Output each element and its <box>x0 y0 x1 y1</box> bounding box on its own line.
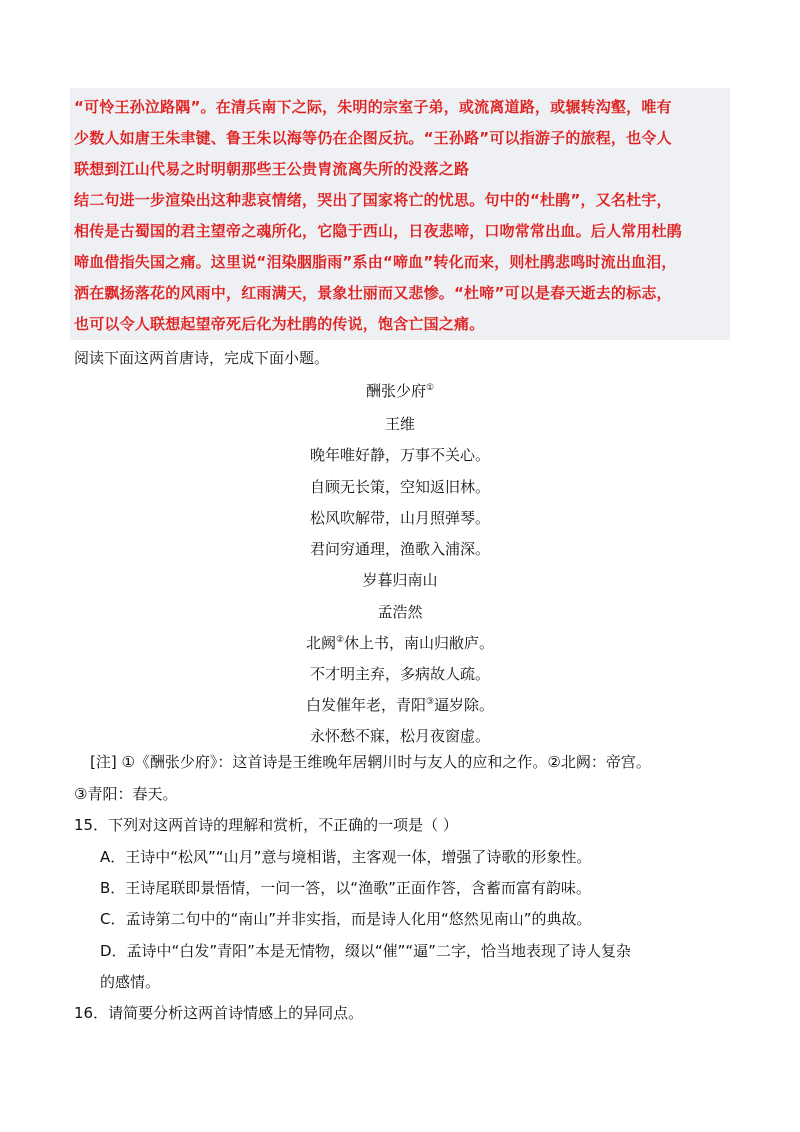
poem1-line: 君问穷通理，渔歌入浦深。 <box>309 540 490 558</box>
question-15-option-c: C．孟诗第二句中的“南山”并非实指，而是诗人化用“悠然见南山”的典故。 <box>100 910 592 928</box>
poem2-line: 永怀愁不寐，松月夜窗虚。 <box>309 727 490 745</box>
question-15-option-d-continued: 的感情。 <box>100 973 161 991</box>
poem2-line: 白发催年老，青阳③逼岁除。 <box>305 696 495 714</box>
footnote-marker: ① <box>425 383 435 393</box>
poem2-line: 不才明主弃，多病故人疏。 <box>309 665 490 683</box>
annotation-note: ③青阳：春天。 <box>74 785 178 803</box>
answer-line: 啼血借指失国之痛。这里说“泪染胭脂雨”系由“啼血”转化而来，则杜鹃悲鸣时流出血泪， <box>74 253 677 271</box>
answer-line: 也可以令人联想起望帝死后化为杜鹃的传说，饱含亡国之痛。 <box>74 315 485 333</box>
poem1-line: 自顾无长策，空知返旧林。 <box>309 478 490 496</box>
question-15-option-b: B．王诗尾联即景悟情，一问一答，以“渔歌”正面作答，含蓄而富有韵味。 <box>100 879 591 897</box>
answer-line: 洒在飘扬落花的风雨中，红雨满天，景象壮丽而又悲惨。“杜啼”可以是春天逝去的标志， <box>74 284 672 302</box>
question-15-option-a: A．王诗中“松风”“山月”意与境相谐，主客观一体，增强了诗歌的形象性。 <box>100 848 592 866</box>
poem1-title: 酬张少府① <box>365 382 435 400</box>
annotation-note: [注] ①《酬张少府》：这首诗是王维晚年居辋川时与友人的应和之作。②北阙：帝宫。 <box>90 753 651 771</box>
poem1-line: 松风吹解带，山月照弹琴。 <box>309 509 490 527</box>
poem2-author: 孟浩然 <box>377 603 423 621</box>
answer-line: 联想到江山代易之时明朝那些王公贵胄流离失所的没落之路 <box>74 160 470 178</box>
footnote-marker: ② <box>335 635 345 645</box>
footnote-marker: ③ <box>425 697 435 707</box>
reading-instruction: 阅读下面这两首唐诗，完成下面小题。 <box>74 349 330 367</box>
question-15-option-d: D．孟诗中“白发”青阳”本是无情物，缀以“催”“逼”二字，恰当地表现了诗人复杂 <box>100 942 631 960</box>
poem2-title: 岁暮归南山 <box>362 571 438 589</box>
answer-line: 相传是古蜀国的君主望帝之魂所化，它隐于西山，日夜悲啼，口吻常常出血。后人常用杜鹃 <box>74 222 683 240</box>
poem1-author: 王维 <box>384 415 415 433</box>
question-15-stem: 15．下列对这两首诗的理解和赏析，不正确的一项是（ ） <box>74 816 458 834</box>
poem1-line: 晚年唯好静，万事不关心。 <box>309 446 490 464</box>
answer-line: “可怜王孙泣路隅”。在清兵南下之际，朱明的宗室子弟，或流离道路，或辗转沟壑，唯有 <box>74 98 672 116</box>
answer-line: 少数人如唐王朱聿键、鲁王朱以海等仍在企图反抗。“王孙路”可以指游子的旅程，也令人 <box>74 129 672 147</box>
answer-line: 结二句进一步渲染出这种悲哀情绪，哭出了国家将亡的忧思。句中的“杜鹃”，又名杜宇， <box>74 191 672 209</box>
poem2-line: 北阙②休上书，南山归敝庐。 <box>305 634 495 652</box>
question-16-stem: 16．请简要分析这两首诗情感上的异同点。 <box>74 1004 364 1022</box>
